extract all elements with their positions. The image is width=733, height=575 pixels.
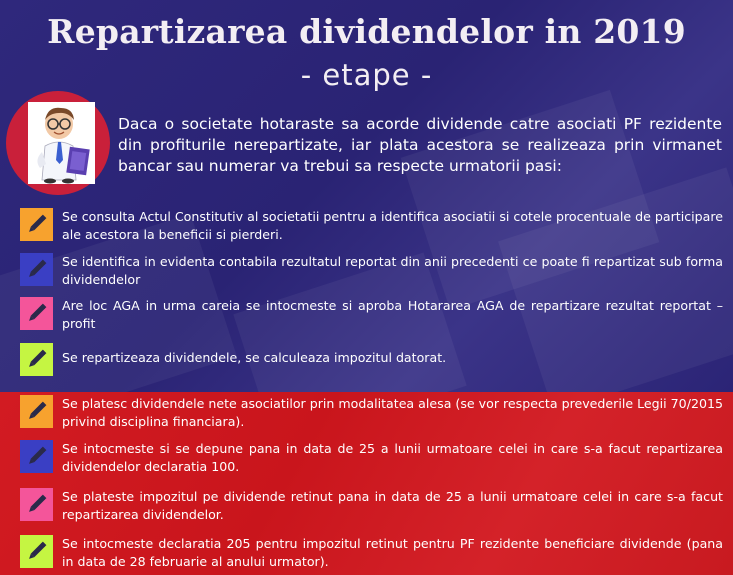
step-text: Se intocmeste si se depune pana in data de 25 a lunii urmatoare celei in care s-a facut repartizarea dividendelor declaratia 100.: [62, 441, 723, 474]
step-text: Are loc AGA in urma careia se intocmeste si aproba Hotararea AGA de repartizare rezultat reportat – profit: [62, 298, 723, 331]
step-text: Se consulta Actul Constitutiv al societatii pentru a identifica asociatii si cotele procentuale de participare ale acestora la beneficii si pierderi.: [62, 209, 723, 242]
pencil-icon: [20, 488, 53, 521]
pencil-icon: [20, 395, 53, 428]
pencil-icon: [20, 253, 53, 286]
step-text: Se plateste impozitul pe dividende retinut pana in data de 25 a lunii urmatoare celei in care s-a facut repartizarea dividendelor.: [62, 489, 723, 522]
pencil-icon: [20, 343, 53, 376]
page-title: Repartizarea dividendelor in 2019: [47, 12, 686, 51]
page-subtitle: - etape -: [300, 58, 433, 92]
step-text: Se identifica in evidenta contabila rezultatul reportat din anii precedenti ce poate fi repartizat sub forma dividendelor: [62, 254, 723, 287]
pencil-icon: [20, 440, 53, 473]
pencil-icon: [20, 208, 53, 241]
step-text: Se intocmeste declaratia 205 pentru impozitul retinut pentru PF rezidente beneficiare dividende (pana in data de 28 februarie al anului urmator).: [62, 536, 723, 569]
intro-paragraph: Daca o societate hotaraste sa acorde dividende catre asociati PF rezidente din profiturile nerepartizate, iar plata acestora se realizeaza prin virmanet bancar sau numerar va trebui sa respecte urmatorii pasi:: [118, 115, 722, 175]
doctor-illustration-icon: [28, 102, 95, 184]
pencil-icon: [20, 535, 53, 568]
avatar: [28, 102, 95, 184]
step-text: Se platesc dividendele nete asociatilor prin modalitatea alesa (se vor respecta prevederile Legii 70/2015 privind disciplina financiara).: [62, 396, 723, 429]
step-text: Se repartizeaza dividendele, se calculeaza impozitul datorat.: [62, 350, 447, 365]
pencil-icon: [20, 297, 53, 330]
